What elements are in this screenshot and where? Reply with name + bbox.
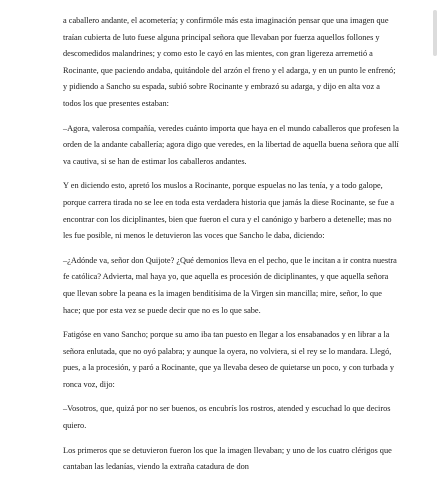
- paragraph: –Vosotros, que, quizá por no ser buenos, os encubrís los rostros, atended y escuchad lo que deciros quiero.: [63, 404, 391, 431]
- document-body: [63, 13, 399, 484]
- paragraph: Fatigóse en vano Sancho; porque su amo iba tan puesto en llegar a los ensabanados y en librar a la señora enlutada, que no oyó palabra; y aunque la oyera, no volviera, si el rey se lo mandara. Llegó, pues, a la procesión, y paró a Rocinante, que ya llevaba deseo de quietarse un poco, y con turbada y ronca voz, dijo:: [63, 330, 395, 389]
- paragraph: –¿Adónde va, señor don Quijote? ¿Qué demonios lleva en el pecho, que le incitan a ir contra nuestra fe católica? Advierta, mal haya yo, que aquella es procesión de diciplinantes, y que aquella señora que llevan sobre la peana es la imagen benditísima de la Virgen sin mancilla; mire, señor, lo que hace; que por esta vez se puede decir que no es lo que sabe.: [63, 255, 397, 315]
- paragraph: a caballero andante, el acometería; y confirmóle más esta imaginación pensar que una imagen que traían cubierta de luto fuese alguna principal señora que llevaban por fuerza aquellos follones y descomedidos malandrines; y como esto le cayó en las mientes, con gran ligereza arremetió a Rocinante, que paciendo andaba, quitándole del arzón el freno y el adarga, y en un punto le enfrenó; y pidiendo a Sancho su espada, subió sobre Rocinante y embrazó su adarga, y dijo en alta voz a todos los que presentes estaban:: [63, 16, 396, 108]
- paragraph: –Agora, valerosa compañía, veredes cuánto importa que haya en el mundo caballeros que profesen la orden de la andante caballería; agora digo que veredes, en la libertad de aquella buena señora que allí va cautiva, si se han de estimar los caballeros andantes.: [63, 123, 399, 166]
- scrollbar[interactable]: [433, 10, 437, 56]
- paragraph: Los primeros que se detuvieron fueron los que la imagen llevaban; y uno de los cuatro clérigos que cantaban las ledanías, viendo la extraña catadura de don: [63, 445, 392, 472]
- paragraph: Y en diciendo esto, apretó los muslos a Rocinante, porque espuelas no las tenía, y a todo galope, porque carrera tirada no se lee en toda esta verdadera historia que jamás la diese Rocinante, se fue a encontrar con los diciplinantes, bien que fueron el cura y el canónigo y barbero a detenelle; mas no les fue posible, ni menos le detuvieron las voces que Sancho le daba, diciendo:: [63, 181, 395, 241]
